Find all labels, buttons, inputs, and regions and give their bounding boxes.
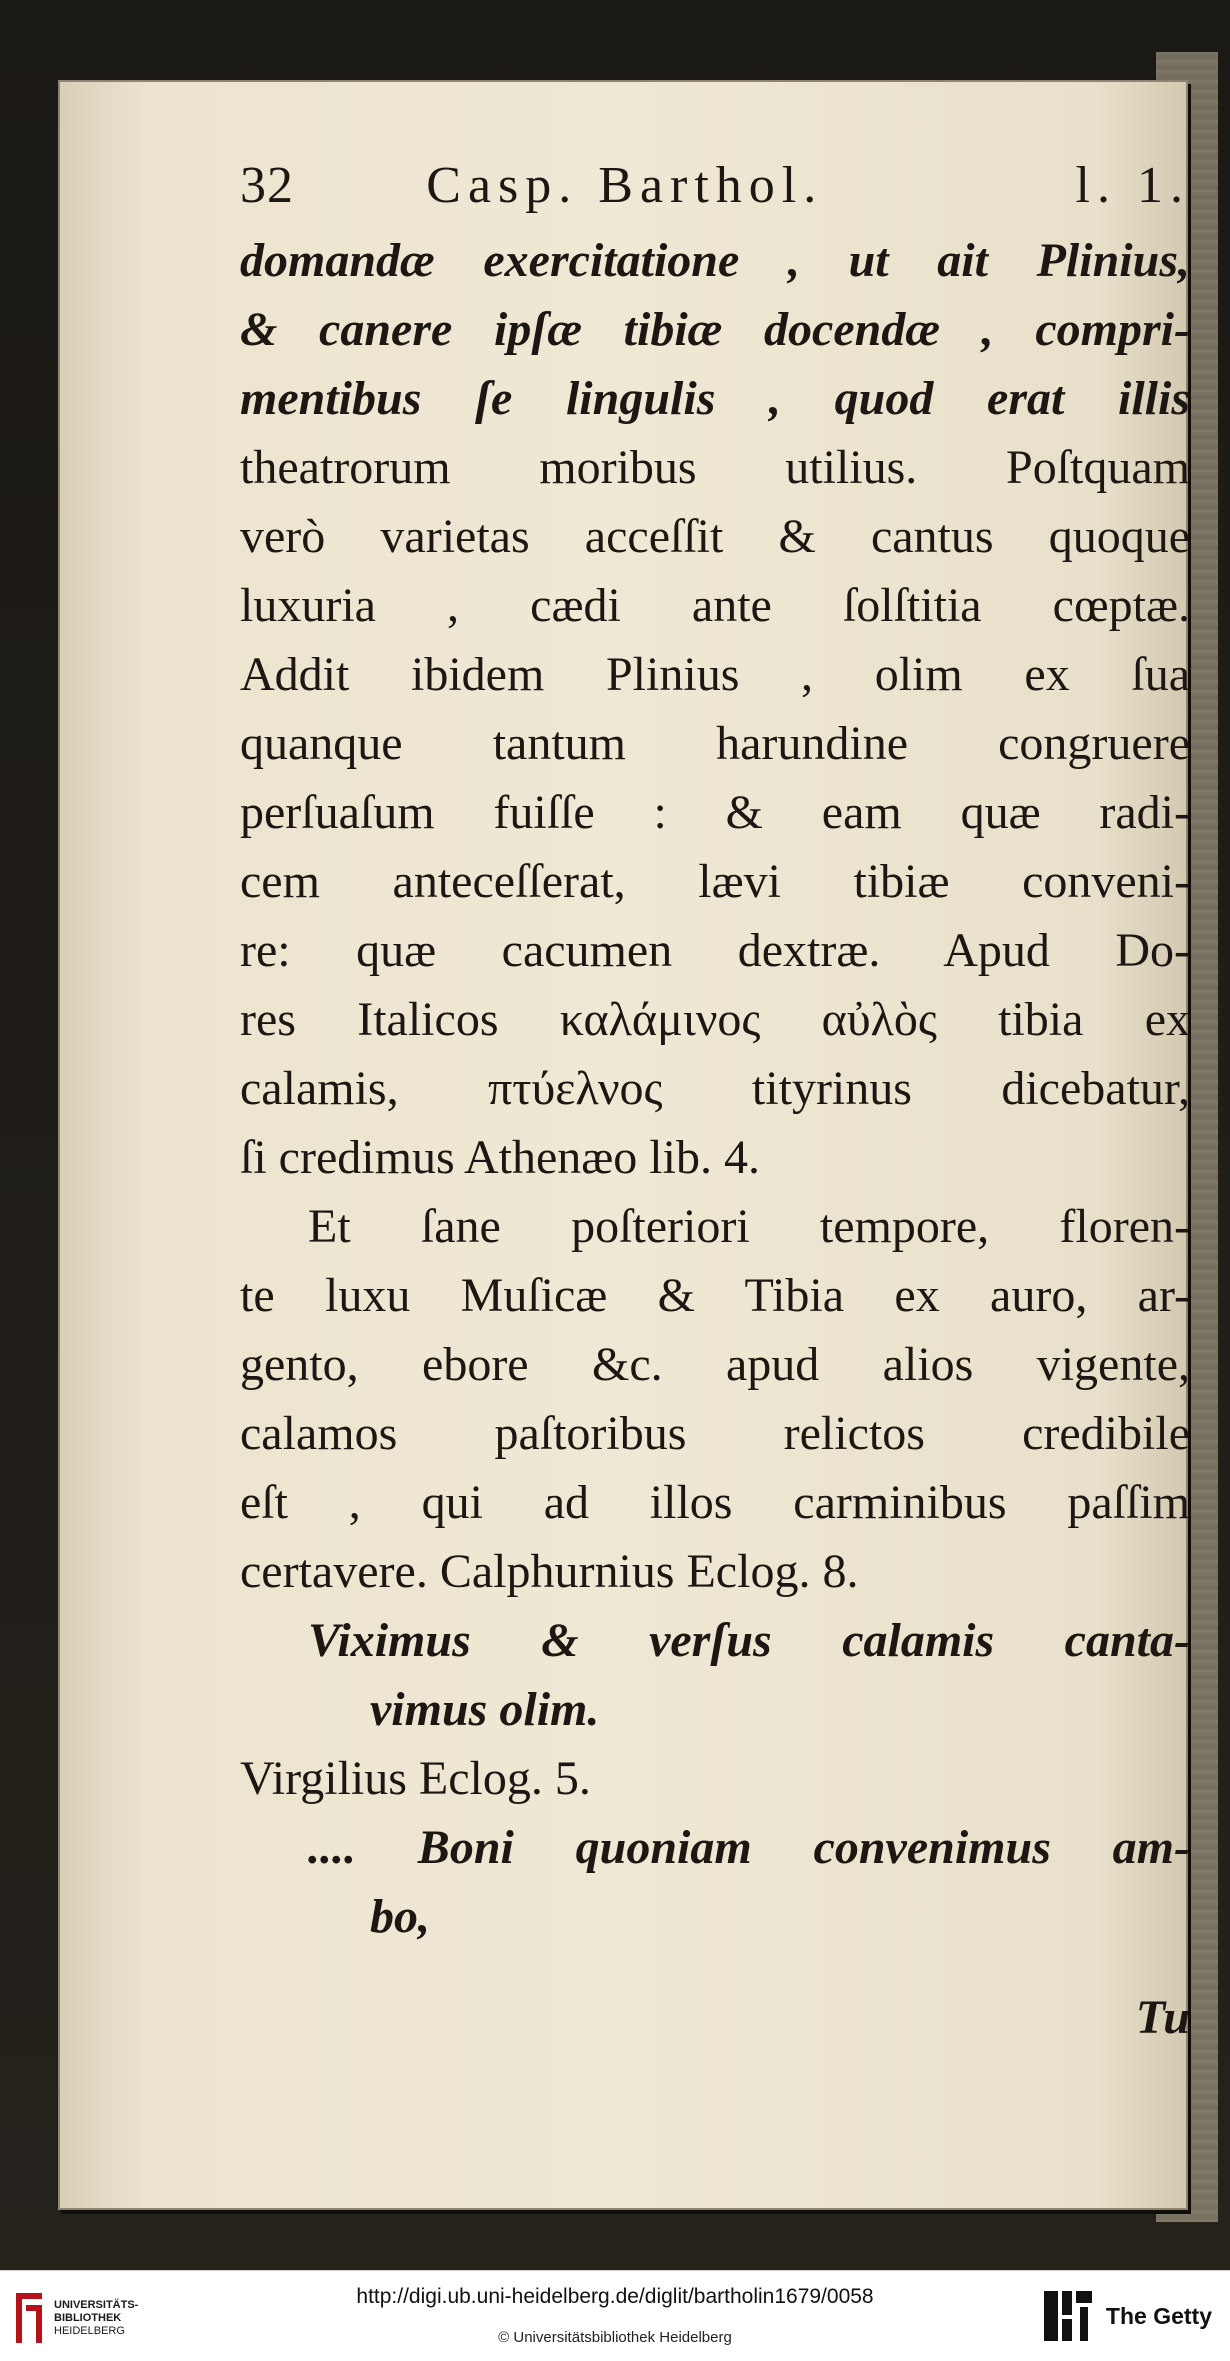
permalink-url[interactable]: http://digi.ub.uni-heidelberg.de/diglit/bartholin1679/0058 bbox=[356, 2285, 874, 2308]
verse-line: bo, bbox=[370, 1890, 430, 1943]
text-line: Et ſane poſteriori tempore, floren- bbox=[308, 1200, 1190, 1253]
verse-line: Viximus & verſus calamis canta- bbox=[308, 1614, 1190, 1667]
text-line: res Italicos καλάμινος αὐλὸς tibia ex bbox=[240, 993, 1190, 1046]
text-line: luxuria , cædi ante ſolſtitia cœptæ. bbox=[240, 579, 1190, 632]
text-line: ſi credimus Athenæo lib. 4. bbox=[240, 1131, 760, 1184]
running-title: Casp. Barthol. bbox=[426, 157, 824, 214]
text-line: theatrorum moribus utilius. Poſtquam bbox=[240, 441, 1190, 494]
text-line: certavere. Calphurnius Eclog. 8. bbox=[240, 1545, 859, 1598]
verse-line: vimus olim. bbox=[370, 1683, 600, 1736]
text-line: te luxu Muſicæ & Tibia ex auro, ar- bbox=[240, 1269, 1190, 1322]
copyright-notice: © Universitätsbibliothek Heidelberg bbox=[498, 2329, 732, 2346]
text-line: cem anteceſſerat, lævi tibiæ conveni- bbox=[240, 855, 1190, 908]
text-line: calamis, πτύελνος tityrinus dicebatur, bbox=[240, 1062, 1190, 1115]
text-line: perſuaſum fuiſſe : & eam quæ radi- bbox=[240, 786, 1190, 839]
running-head bbox=[240, 150, 1190, 222]
text-line: gento, ebore &c. apud alios vigente, bbox=[240, 1338, 1190, 1391]
page-text-block bbox=[240, 150, 1190, 1951]
text-line: mentibus ſe lingulis , quod erat illis bbox=[240, 372, 1190, 425]
text-line: verò varietas acceſſit & cantus quoque bbox=[240, 510, 1190, 563]
text-line: calamos paſtoribus relictos credibile bbox=[240, 1407, 1190, 1460]
getty-logo[interactable] bbox=[1042, 2287, 1212, 2345]
catchword: Tu bbox=[1135, 1991, 1190, 2044]
getty-icon bbox=[1042, 2287, 1094, 2345]
text-line: Virgilius Eclog. 5. bbox=[240, 1752, 591, 1805]
text-line: domandæ exercitatione , ut ait Plinius, bbox=[240, 234, 1190, 287]
section-marker: l. 1. bbox=[1075, 157, 1190, 214]
page-number: 32 bbox=[240, 157, 294, 214]
viewer-footer bbox=[0, 2270, 1230, 2361]
text-line: quanque tantum harundine congruere bbox=[240, 717, 1190, 770]
text-line: eſt , qui ad illos carminibus paſſim bbox=[240, 1476, 1190, 1529]
text-line: Addit ibidem Plinius , olim ex ſua bbox=[240, 648, 1190, 701]
text-line: & canere ipſæ tibiæ docendæ , compri- bbox=[240, 303, 1190, 356]
institution-line: HEIDELBERG bbox=[54, 2324, 125, 2337]
institution-line: BIBLIOTHEK bbox=[54, 2311, 122, 2324]
verse-line: .... Boni quoniam convenimus am- bbox=[308, 1821, 1190, 1874]
text-line: re: quæ cacumen dextræ. Apud Do- bbox=[240, 924, 1190, 977]
getty-label: The Getty bbox=[1105, 2302, 1212, 2329]
institution-line: UNIVERSITÄTS- bbox=[54, 2298, 139, 2311]
